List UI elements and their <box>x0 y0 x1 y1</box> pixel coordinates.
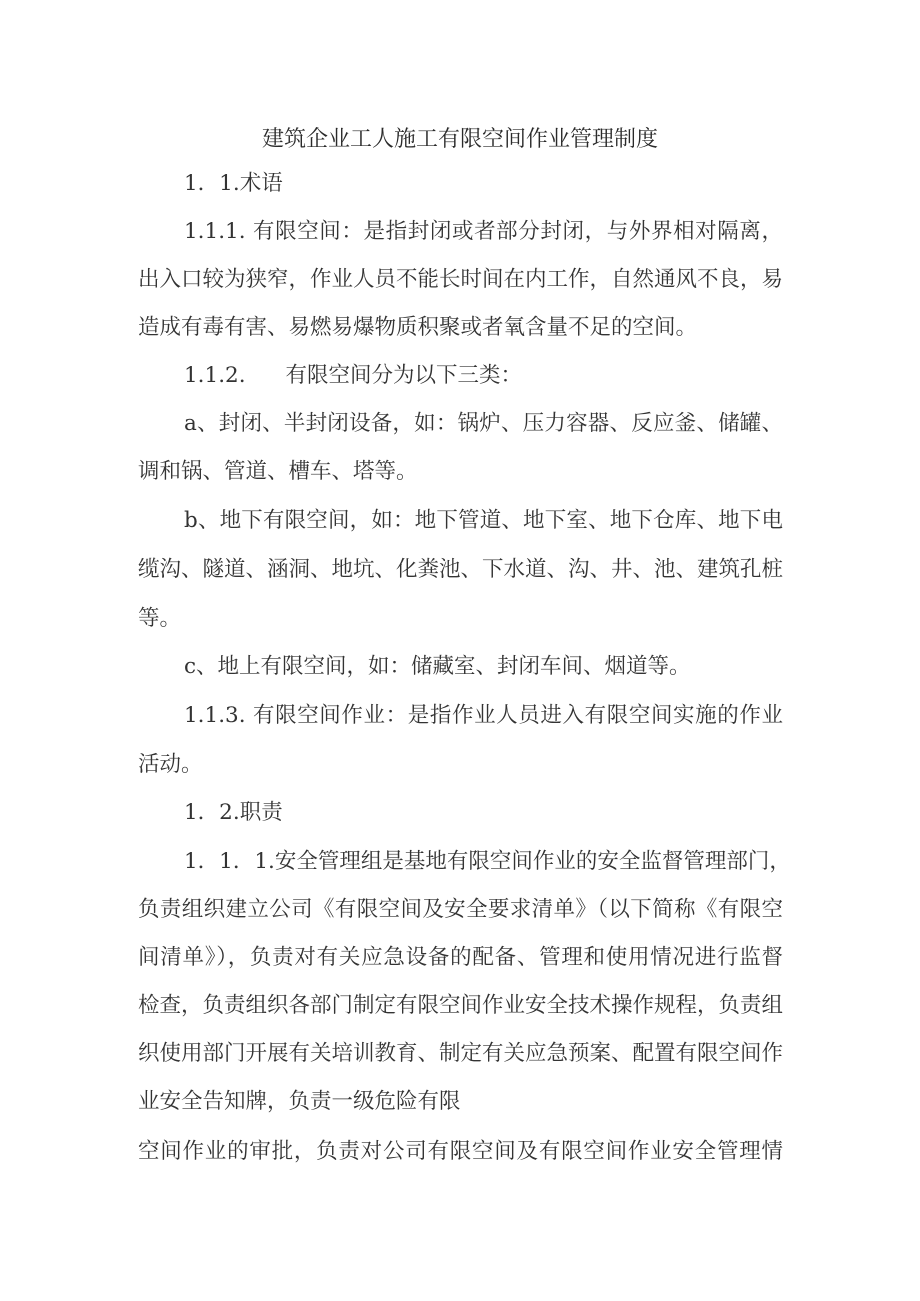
clause-text: 有限空间分为以下三类： <box>285 363 523 388</box>
paragraph-line: 1.1.3. 有限空间作业：是指作业人员进入有限空间实施的作业 <box>184 703 783 728</box>
paragraph-line: 间清单》），负责对有关应急设备的配备、管理和使用情况进行监督 <box>138 945 783 970</box>
paragraph-line: 检查，负责组织各部门制定有限空间作业安全技术操作规程，负责组 <box>138 993 784 1018</box>
section-heading-duties: 1．2.职责 <box>184 800 283 825</box>
paragraph-line-1-1-2 <box>184 358 783 394</box>
paragraph-line: 1．1．1.安全管理组是基地有限空间作业的安全监督管理部门， <box>184 849 791 874</box>
clause-number: 1.1.2. <box>184 363 246 388</box>
paragraph-line: 空间作业的审批，负责对公司有限空间及有限空间作业安全管理情 <box>138 1139 783 1164</box>
list-item-a-cont: 调和锅、管道、槽车、塔等。 <box>138 459 418 484</box>
document-title: 建筑企业工人施工有限空间作业管理制度 <box>261 127 658 152</box>
paragraph-line: 负责组织建立公司《有限空间及安全要求清单》（以下简称《有限空 <box>138 897 783 922</box>
paragraph-line: 1.1.1. 有限空间：是指封闭或者部分封闭，与外界相对隔离， <box>184 219 783 244</box>
paragraph-line: 业安全告知牌，负责一级危险有限 <box>138 1089 461 1114</box>
list-item-a: a、封闭、半封闭设备，如：锅炉、压力容器、反应釜、储罐、 <box>184 411 783 436</box>
paragraph-line: 活动。 <box>138 752 203 777</box>
list-item-b: b、地下有限空间，如：地下管道、地下室、地下仓库、地下电 <box>184 508 783 533</box>
paragraph-line: 出入口较为狭窄，作业人员不能长时间在内工作，自然通风不良，易 <box>138 267 784 292</box>
list-item-b-cont: 缆沟、隧道、涵洞、地坑、化粪池、下水道、沟、井、池、建筑孔桩 <box>138 557 784 582</box>
paragraph-line: 织使用部门开展有关培训教育、制定有关应急预案、配置有限空间作 <box>138 1041 784 1066</box>
paragraph-line: 造成有毒有害、易燃易爆物质积聚或者氧含量不足的空间。 <box>138 315 698 340</box>
list-item-c: c、地上有限空间，如：储藏室、封闭车间、烟道等。 <box>184 654 691 679</box>
section-heading-terms: 1．1.术语 <box>184 171 283 196</box>
list-item-b-cont: 等。 <box>138 606 182 631</box>
